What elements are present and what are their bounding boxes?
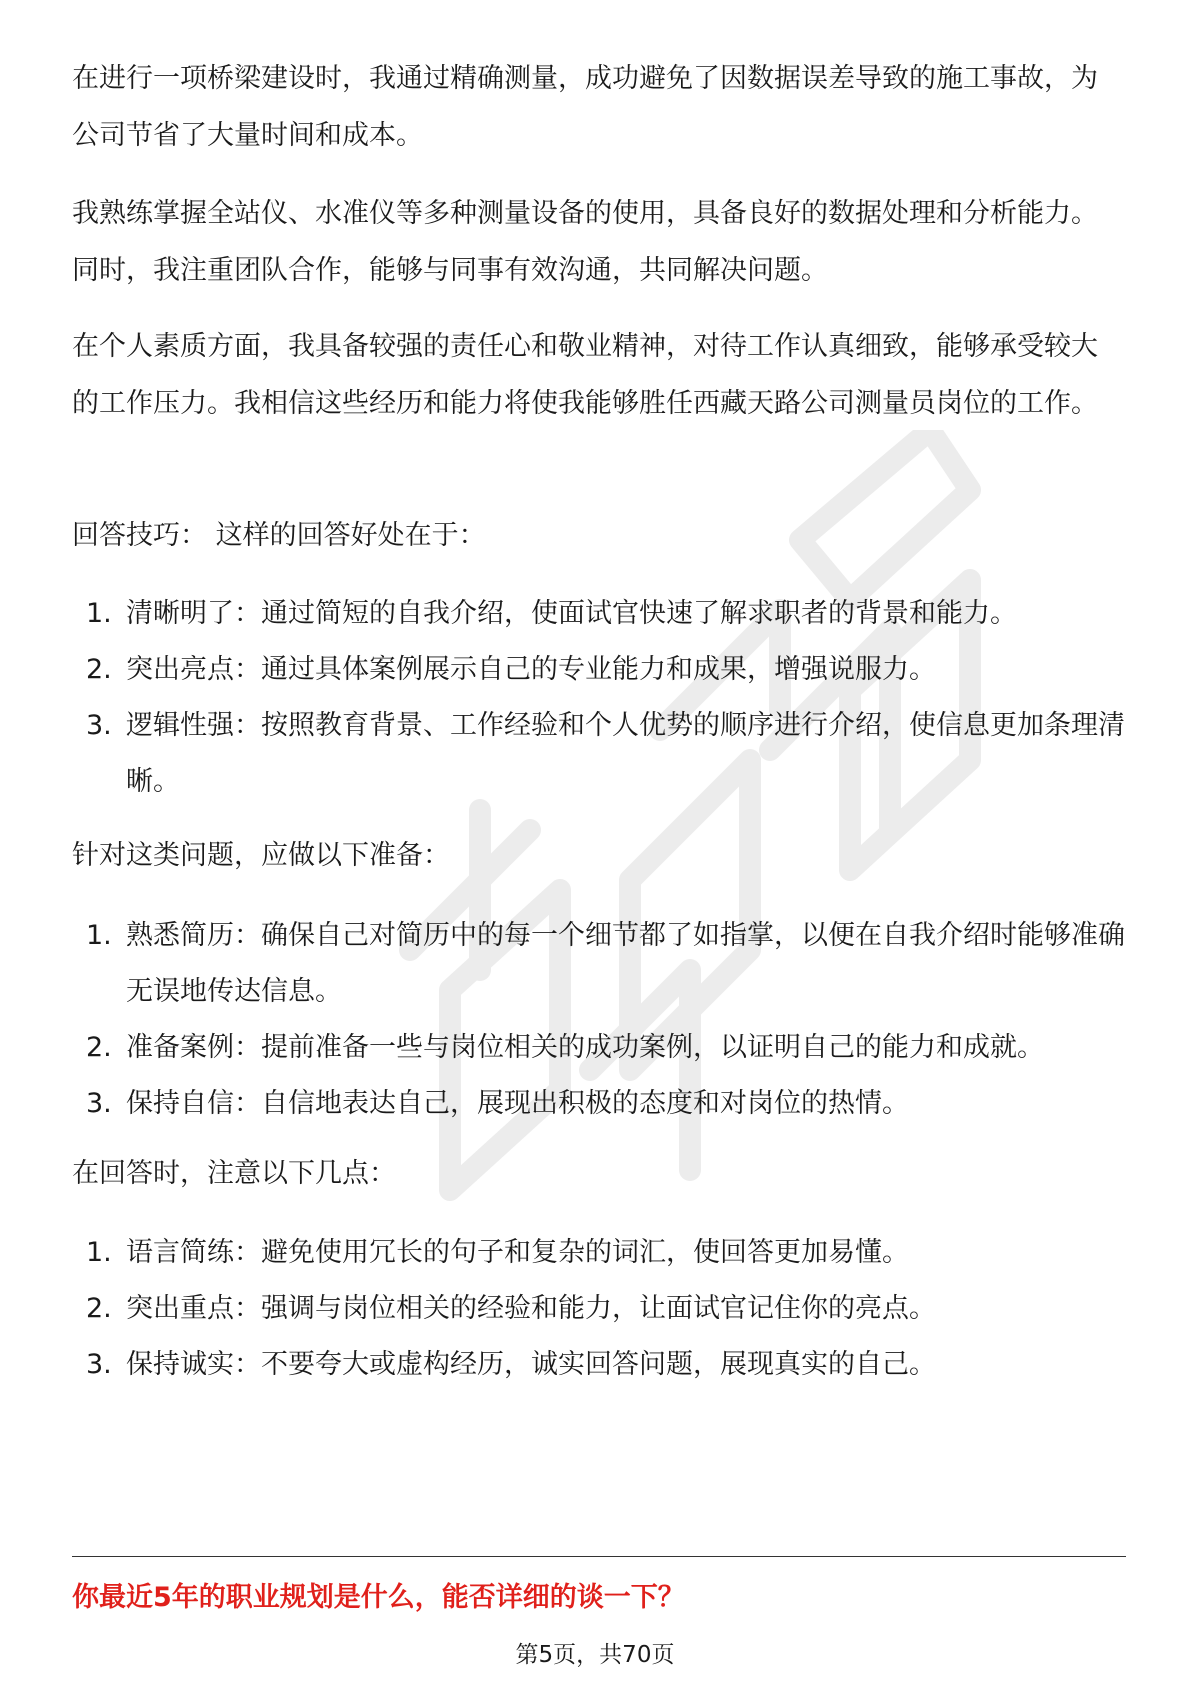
list-item [72,1281,1132,1337]
list-item [72,586,1132,642]
list-item-text: 语言简练：避免使用冗长的句子和复杂的词汇，使回答更加易懂。 [126,1237,909,1268]
list-item-text: 熟悉简历：确保自己对简历中的每一个细节都了如指掌，以便在自我介绍时能够准确无误地传达信息。 [126,920,1125,1007]
list-item [72,1076,1132,1132]
next-question-heading: 你最近5年的职业规划是什么，能否详细的谈一下？ [72,1582,685,1613]
page-number-footer: 第5页，共70页 [515,1642,675,1668]
list-item [72,698,1132,810]
list-item-number: 2. [86,1293,112,1324]
list-item [72,1225,1132,1281]
tips-list [72,586,1132,810]
list-item-number: 2. [86,654,112,685]
body-paragraph-skills: 我熟练掌握全站仪、水准仪等多种测量设备的使用，具备良好的数据处理和分析能力。同时，我注重团队合作，能够与同事有效沟通，共同解决问题。 [72,198,1098,286]
prep-heading: 针对这类问题，应做以下准备： [72,840,450,871]
notes-list [72,1225,1132,1393]
list-item-text: 清晰明了：通过简短的自我介绍，使面试官快速了解求职者的背景和能力。 [126,598,1017,629]
tips-heading: 回答技巧： 这样的回答好处在于： [72,520,486,551]
list-item-number: 1. [86,598,112,629]
list-item [72,908,1132,1020]
list-item-text: 突出亮点：通过具体案例展示自己的专业能力和成果，增强说服力。 [126,654,936,685]
body-paragraph-bridge-case: 在进行一项桥梁建设时，我通过精确测量，成功避免了因数据误差导致的施工事故，为公司节省了大量时间和成本。 [72,63,1098,151]
list-item-text: 突出重点：强调与岗位相关的经验和能力，让面试官记住你的亮点。 [126,1293,936,1324]
list-item [72,1020,1132,1076]
list-item-number: 1. [86,1237,112,1268]
section-divider [72,1556,1126,1557]
list-item-text: 准备案例：提前准备一些与岗位相关的成功案例，以证明自己的能力和成就。 [126,1032,1044,1063]
notes-heading: 在回答时，注意以下几点： [72,1158,396,1189]
list-item [72,1337,1132,1393]
prep-list [72,908,1132,1132]
list-item-number: 3. [86,1088,112,1119]
list-item-number: 2. [86,1032,112,1063]
list-item-text: 保持自信：自信地表达自己，展现出积极的态度和对岗位的热情。 [126,1088,909,1119]
list-item [72,642,1132,698]
body-paragraph-qualities: 在个人素质方面，我具备较强的责任心和敬业精神，对待工作认真细致，能够承受较大的工作压力。我相信这些经历和能力将使我能够胜任西藏天路公司测量员岗位的工作。 [72,331,1098,419]
list-item-number: 1. [86,920,112,951]
list-item-text: 逻辑性强：按照教育背景、工作经验和个人优势的顺序进行介绍，使信息更加条理清晰。 [126,710,1125,797]
list-item-number: 3. [86,710,112,741]
list-item-number: 3. [86,1349,112,1380]
list-item-text: 保持诚实：不要夸大或虚构经历，诚实回答问题，展现真实的自己。 [126,1349,936,1380]
